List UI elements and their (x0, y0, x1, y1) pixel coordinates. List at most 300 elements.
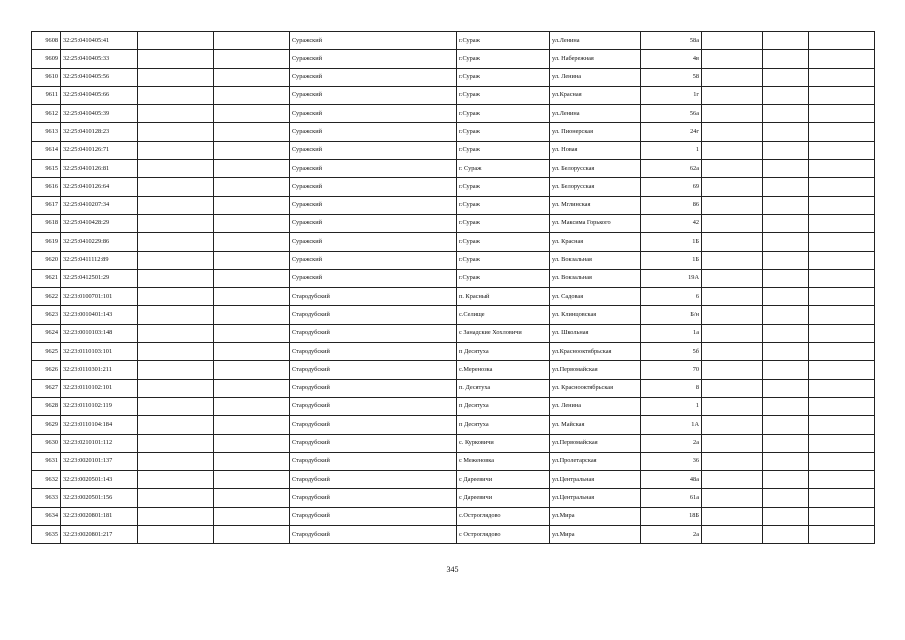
empty-cell (702, 160, 763, 178)
street-cell: ул. Ленина (550, 68, 641, 86)
table-row (32, 471, 875, 489)
empty-cell (138, 123, 214, 141)
district-cell: Стародубский (290, 489, 457, 507)
empty-cell (809, 489, 875, 507)
street-cell: ул.Первомайская (550, 361, 641, 379)
empty-cell (702, 251, 763, 269)
house-number-cell: 18Б (641, 507, 702, 525)
empty-cell (763, 343, 809, 361)
empty-cell (138, 526, 214, 544)
locality-cell: г.Сураж (457, 68, 550, 86)
house-number-cell: 1Б (641, 251, 702, 269)
empty-cell (138, 397, 214, 415)
empty-cell (702, 452, 763, 470)
empty-cell (138, 68, 214, 86)
house-number-cell: Б/н (641, 306, 702, 324)
cadastral-number-cell: 32:25:0410405:66 (61, 86, 138, 104)
table-row (32, 397, 875, 415)
empty-cell (809, 269, 875, 287)
cadastral-number-cell: 32:25:0410126:81 (61, 160, 138, 178)
district-cell: Стародубский (290, 526, 457, 544)
house-number-cell: 8 (641, 379, 702, 397)
empty-cell (702, 434, 763, 452)
street-cell: ул. Белорусская (550, 178, 641, 196)
house-number-cell: 86 (641, 196, 702, 214)
district-cell: Суражский (290, 214, 457, 232)
row-number-cell: 9612 (32, 105, 61, 123)
district-cell: Стародубский (290, 306, 457, 324)
district-cell: Суражский (290, 178, 457, 196)
empty-cell (809, 251, 875, 269)
cadastral-number-cell: 32:25:0410126:71 (61, 141, 138, 159)
table-row (32, 507, 875, 525)
cadastral-number-cell: 32:25:0410405:33 (61, 50, 138, 68)
house-number-cell: 62а (641, 160, 702, 178)
street-cell: ул.Мира (550, 507, 641, 525)
row-number-cell: 9609 (32, 50, 61, 68)
table-row (32, 141, 875, 159)
empty-cell (763, 361, 809, 379)
cadastral-number-cell: 32:23:0110301:211 (61, 361, 138, 379)
house-number-cell: 1А (641, 416, 702, 434)
empty-cell (138, 306, 214, 324)
empty-cell (214, 196, 290, 214)
empty-cell (214, 123, 290, 141)
empty-cell (138, 288, 214, 306)
district-cell: Суражский (290, 233, 457, 251)
empty-cell (214, 86, 290, 104)
empty-cell (702, 507, 763, 525)
empty-cell (809, 141, 875, 159)
district-cell: Стародубский (290, 343, 457, 361)
table-row (32, 306, 875, 324)
table-row (32, 269, 875, 287)
empty-cell (214, 105, 290, 123)
table-row (32, 105, 875, 123)
row-number-cell: 9630 (32, 434, 61, 452)
empty-cell (809, 196, 875, 214)
district-cell: Суражский (290, 32, 457, 50)
locality-cell: г.Сураж (457, 86, 550, 104)
empty-cell (763, 214, 809, 232)
table-row (32, 160, 875, 178)
empty-cell (763, 288, 809, 306)
cadastral-number-cell: 32:23:0010103:148 (61, 324, 138, 342)
row-number-cell: 9620 (32, 251, 61, 269)
house-number-cell: 58 (641, 68, 702, 86)
district-cell: Суражский (290, 105, 457, 123)
empty-cell (702, 68, 763, 86)
empty-cell (763, 123, 809, 141)
locality-cell: г.Сураж (457, 141, 550, 159)
empty-cell (138, 489, 214, 507)
empty-cell (138, 86, 214, 104)
row-number-cell: 9623 (32, 306, 61, 324)
empty-cell (702, 214, 763, 232)
table-row (32, 196, 875, 214)
empty-cell (702, 196, 763, 214)
street-cell: ул.Центральная (550, 489, 641, 507)
street-cell: ул. Майская (550, 416, 641, 434)
empty-cell (138, 251, 214, 269)
house-number-cell: 42 (641, 214, 702, 232)
empty-cell (138, 361, 214, 379)
empty-cell (214, 68, 290, 86)
empty-cell (702, 416, 763, 434)
locality-cell: с Меженовка (457, 452, 550, 470)
cadastral-number-cell: 32:23:0020101:137 (61, 452, 138, 470)
street-cell: ул. Ленина (550, 397, 641, 415)
empty-cell (702, 50, 763, 68)
street-cell: ул. Пионерская (550, 123, 641, 141)
row-number-cell: 9622 (32, 288, 61, 306)
empty-cell (809, 68, 875, 86)
empty-cell (763, 416, 809, 434)
empty-cell (702, 178, 763, 196)
empty-cell (214, 343, 290, 361)
row-number-cell: 9633 (32, 489, 61, 507)
empty-cell (763, 489, 809, 507)
row-number-cell: 9610 (32, 68, 61, 86)
empty-cell (809, 507, 875, 525)
empty-cell (702, 105, 763, 123)
district-cell: Суражский (290, 269, 457, 287)
empty-cell (138, 160, 214, 178)
row-number-cell: 9608 (32, 32, 61, 50)
street-cell: ул. Клинцовская (550, 306, 641, 324)
empty-cell (702, 526, 763, 544)
empty-cell (763, 68, 809, 86)
cadastral-number-cell: 32:23:0210101:112 (61, 434, 138, 452)
district-cell: Стародубский (290, 324, 457, 342)
empty-cell (214, 251, 290, 269)
empty-cell (763, 324, 809, 342)
empty-cell (702, 471, 763, 489)
empty-cell (702, 32, 763, 50)
table-row (32, 50, 875, 68)
district-cell: Стародубский (290, 288, 457, 306)
cadastral-number-cell: 32:25:0410126:64 (61, 178, 138, 196)
cadastral-number-cell: 32:23:0020801:217 (61, 526, 138, 544)
cadastral-number-cell: 32:23:0010401:143 (61, 306, 138, 324)
empty-cell (702, 324, 763, 342)
row-number-cell: 9614 (32, 141, 61, 159)
empty-cell (809, 105, 875, 123)
empty-cell (809, 214, 875, 232)
empty-cell (214, 141, 290, 159)
cadastral-number-cell: 32:25:0410405:41 (61, 32, 138, 50)
street-cell: ул. Новая (550, 141, 641, 159)
empty-cell (138, 105, 214, 123)
locality-cell: г.Сураж (457, 123, 550, 141)
cadastral-number-cell: 32:23:0110103:101 (61, 343, 138, 361)
empty-cell (702, 397, 763, 415)
empty-cell (763, 306, 809, 324)
locality-cell: г.Сураж (457, 105, 550, 123)
locality-cell: п Десятуха (457, 343, 550, 361)
table-row (32, 233, 875, 251)
empty-cell (138, 233, 214, 251)
empty-cell (763, 141, 809, 159)
cadastral-number-cell: 32:23:0020501:143 (61, 471, 138, 489)
row-number-cell: 9624 (32, 324, 61, 342)
empty-cell (809, 123, 875, 141)
empty-cell (809, 178, 875, 196)
street-cell: ул. Набережная (550, 50, 641, 68)
house-number-cell: 48а (641, 471, 702, 489)
empty-cell (138, 269, 214, 287)
empty-cell (214, 507, 290, 525)
empty-cell (809, 32, 875, 50)
district-cell: Стародубский (290, 507, 457, 525)
district-cell: Суражский (290, 68, 457, 86)
cadastral-number-cell: 32:25:0410428:29 (61, 214, 138, 232)
empty-cell (214, 416, 290, 434)
empty-cell (214, 50, 290, 68)
empty-cell (138, 471, 214, 489)
table-row (32, 526, 875, 544)
empty-cell (809, 306, 875, 324)
empty-cell (214, 269, 290, 287)
street-cell: ул. Садовая (550, 288, 641, 306)
empty-cell (214, 489, 290, 507)
empty-cell (809, 160, 875, 178)
street-cell: ул.Красная (550, 86, 641, 104)
locality-cell: п. Десятуха (457, 379, 550, 397)
cadastral-number-cell: 32:25:0410405:56 (61, 68, 138, 86)
district-cell: Стародубский (290, 416, 457, 434)
street-cell: ул.Ленина (550, 32, 641, 50)
empty-cell (138, 214, 214, 232)
empty-cell (214, 379, 290, 397)
empty-cell (214, 452, 290, 470)
cadastral-number-cell: 32:23:0100701:101 (61, 288, 138, 306)
empty-cell (809, 288, 875, 306)
street-cell: ул. Краснооктябрьская (550, 379, 641, 397)
table-row (32, 288, 875, 306)
district-cell: Суражский (290, 50, 457, 68)
row-number-cell: 9615 (32, 160, 61, 178)
table-row (32, 379, 875, 397)
empty-cell (763, 233, 809, 251)
empty-cell (763, 434, 809, 452)
street-cell: ул. Школьная (550, 324, 641, 342)
house-number-cell: 1Б (641, 233, 702, 251)
empty-cell (214, 214, 290, 232)
empty-cell (138, 507, 214, 525)
empty-cell (214, 160, 290, 178)
district-cell: Суражский (290, 86, 457, 104)
district-cell: Стародубский (290, 452, 457, 470)
empty-cell (763, 105, 809, 123)
empty-cell (138, 434, 214, 452)
empty-cell (214, 306, 290, 324)
street-cell: ул.Пролетарская (550, 452, 641, 470)
locality-cell: п Десятуха (457, 416, 550, 434)
empty-cell (214, 526, 290, 544)
row-number-cell: 9613 (32, 123, 61, 141)
empty-cell (214, 471, 290, 489)
table-body (32, 32, 875, 544)
empty-cell (809, 452, 875, 470)
row-number-cell: 9632 (32, 471, 61, 489)
table-row (32, 343, 875, 361)
cadastral-number-cell: 32:23:0020501:156 (61, 489, 138, 507)
table-row (32, 123, 875, 141)
empty-cell (763, 251, 809, 269)
empty-cell (809, 471, 875, 489)
street-cell: ул. Максима Горького (550, 214, 641, 232)
row-number-cell: 9621 (32, 269, 61, 287)
empty-cell (702, 288, 763, 306)
table-row (32, 452, 875, 470)
house-number-cell: 56а (641, 105, 702, 123)
locality-cell: с Дареевичи (457, 471, 550, 489)
cadastral-number-cell: 32:25:0410229:86 (61, 233, 138, 251)
empty-cell (702, 379, 763, 397)
house-number-cell: 24г (641, 123, 702, 141)
empty-cell (763, 178, 809, 196)
property-table (31, 31, 875, 544)
page-number: 345 (446, 565, 459, 574)
street-cell: ул.Краснооктябрьская (550, 343, 641, 361)
empty-cell (138, 324, 214, 342)
house-number-cell: 6 (641, 288, 702, 306)
locality-cell: с.Селище (457, 306, 550, 324)
empty-cell (809, 397, 875, 415)
empty-cell (809, 50, 875, 68)
row-number-cell: 9635 (32, 526, 61, 544)
row-number-cell: 9625 (32, 343, 61, 361)
empty-cell (763, 379, 809, 397)
empty-cell (214, 434, 290, 452)
table-row (32, 178, 875, 196)
house-number-cell: 19А (641, 269, 702, 287)
locality-cell: п Десятуха (457, 397, 550, 415)
cadastral-number-cell: 32:23:0110102:119 (61, 397, 138, 415)
empty-cell (763, 507, 809, 525)
empty-cell (763, 196, 809, 214)
row-number-cell: 9626 (32, 361, 61, 379)
row-number-cell: 9617 (32, 196, 61, 214)
house-number-cell: 1а (641, 324, 702, 342)
empty-cell (809, 361, 875, 379)
table-row (32, 416, 875, 434)
table-row (32, 251, 875, 269)
empty-cell (214, 324, 290, 342)
empty-cell (763, 269, 809, 287)
house-number-cell: 61а (641, 489, 702, 507)
district-cell: Суражский (290, 160, 457, 178)
empty-cell (702, 361, 763, 379)
table-row (32, 361, 875, 379)
empty-cell (138, 50, 214, 68)
locality-cell: г. Сураж (457, 160, 550, 178)
empty-cell (809, 86, 875, 104)
street-cell: ул. Вокзальная (550, 251, 641, 269)
empty-cell (702, 343, 763, 361)
row-number-cell: 9611 (32, 86, 61, 104)
street-cell: ул. Мглинская (550, 196, 641, 214)
empty-cell (763, 160, 809, 178)
empty-cell (809, 526, 875, 544)
row-number-cell: 9628 (32, 397, 61, 415)
empty-cell (138, 178, 214, 196)
empty-cell (702, 269, 763, 287)
locality-cell: с.Остроглядово (457, 507, 550, 525)
cadastral-number-cell: 32:25:0411112:89 (61, 251, 138, 269)
empty-cell (214, 178, 290, 196)
house-number-cell: 70 (641, 361, 702, 379)
empty-cell (809, 379, 875, 397)
empty-cell (138, 452, 214, 470)
empty-cell (763, 452, 809, 470)
empty-cell (214, 397, 290, 415)
row-number-cell: 9618 (32, 214, 61, 232)
row-number-cell: 9629 (32, 416, 61, 434)
table-row (32, 68, 875, 86)
table-row (32, 86, 875, 104)
empty-cell (702, 489, 763, 507)
house-number-cell: 69 (641, 178, 702, 196)
locality-cell: г.Сураж (457, 196, 550, 214)
house-number-cell: 2а (641, 434, 702, 452)
district-cell: Суражский (290, 196, 457, 214)
street-cell: ул.Центральная (550, 471, 641, 489)
table-row (32, 489, 875, 507)
empty-cell (702, 123, 763, 141)
empty-cell (702, 306, 763, 324)
street-cell: ул.Мира (550, 526, 641, 544)
district-cell: Стародубский (290, 434, 457, 452)
row-number-cell: 9634 (32, 507, 61, 525)
district-cell: Стародубский (290, 379, 457, 397)
row-number-cell: 9627 (32, 379, 61, 397)
empty-cell (763, 32, 809, 50)
table-row (32, 324, 875, 342)
empty-cell (138, 416, 214, 434)
locality-cell: г.Сураж (457, 214, 550, 232)
house-number-cell: 36 (641, 452, 702, 470)
locality-cell: г.Сураж (457, 269, 550, 287)
empty-cell (138, 196, 214, 214)
locality-cell: г.Сураж (457, 50, 550, 68)
cadastral-number-cell: 32:23:0020801:181 (61, 507, 138, 525)
district-cell: Суражский (290, 123, 457, 141)
empty-cell (763, 50, 809, 68)
locality-cell: с Занадские Хохловичи (457, 324, 550, 342)
table-row (32, 434, 875, 452)
district-cell: Стародубский (290, 471, 457, 489)
empty-cell (809, 324, 875, 342)
cadastral-number-cell: 32:25:0410207:34 (61, 196, 138, 214)
locality-cell: с Дареевичи (457, 489, 550, 507)
empty-cell (214, 288, 290, 306)
empty-cell (702, 141, 763, 159)
empty-cell (702, 86, 763, 104)
empty-cell (763, 471, 809, 489)
empty-cell (702, 233, 763, 251)
empty-cell (138, 32, 214, 50)
district-cell: Суражский (290, 251, 457, 269)
empty-cell (138, 141, 214, 159)
cadastral-number-cell: 32:25:0410128:23 (61, 123, 138, 141)
locality-cell: п. Красный (457, 288, 550, 306)
locality-cell: г.Сураж (457, 233, 550, 251)
cadastral-number-cell: 32:23:0110104:184 (61, 416, 138, 434)
empty-cell (763, 526, 809, 544)
district-cell: Стародубский (290, 361, 457, 379)
